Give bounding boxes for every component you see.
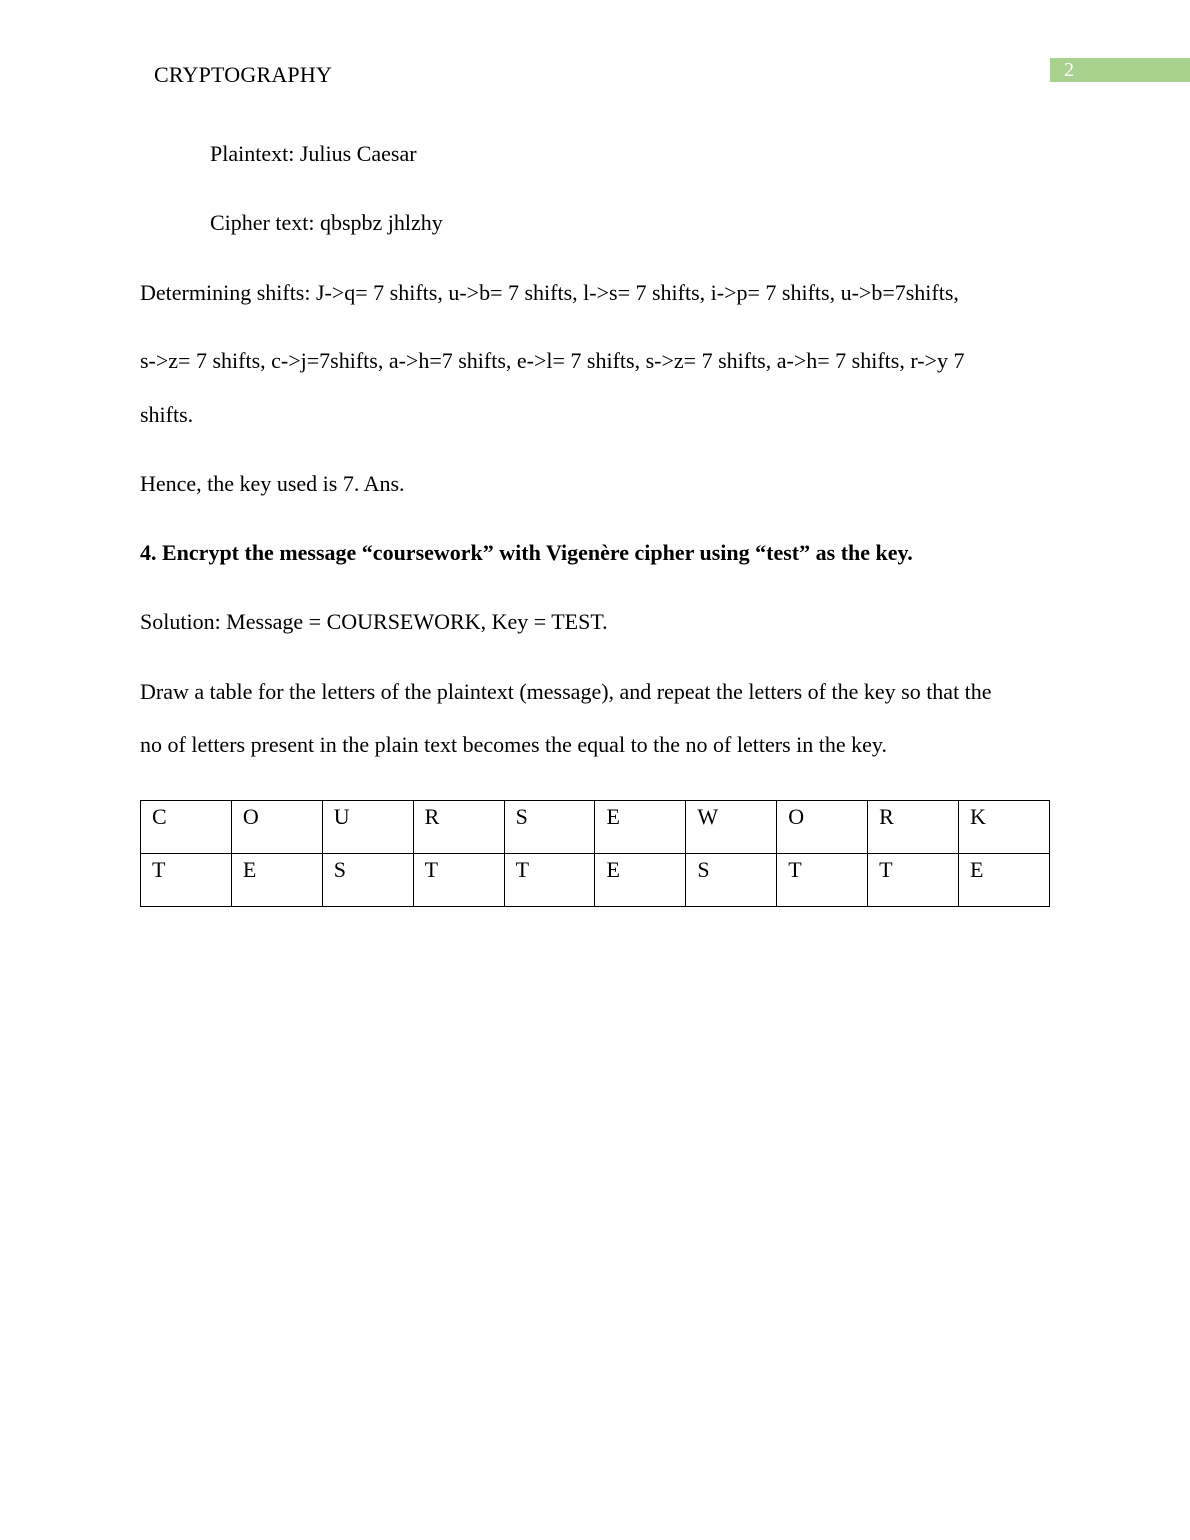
table-cell <box>413 801 504 854</box>
table-cell <box>686 854 777 907</box>
shifts-line-3: shifts. <box>140 402 194 427</box>
ciphertext-line: Cipher text: qbspbz jhlzhy <box>210 210 443 235</box>
plaintext-line: Plaintext: Julius Caesar <box>210 141 417 166</box>
cell-text: E <box>606 804 620 829</box>
question-4-heading: 4. Encrypt the message “coursework” with Vigenère cipher using “test” as the key. <box>140 540 913 565</box>
message-row <box>141 801 1050 854</box>
table-cell <box>322 801 413 854</box>
page-number-band <box>1050 58 1190 82</box>
cell-text: T <box>788 857 802 882</box>
table-cell <box>777 854 868 907</box>
cell-text: T <box>515 857 530 882</box>
table-cell <box>141 801 232 854</box>
table-cell <box>595 801 686 854</box>
table-cell <box>504 801 595 854</box>
cell-text: E <box>606 857 620 882</box>
table-cell <box>231 854 322 907</box>
table-cell <box>504 854 595 907</box>
cell-text: O <box>788 804 805 829</box>
shifts-line-2: s->z= 7 shifts, c->j=7shifts, a->h=7 shifts, e->l= 7 shifts, s->z= 7 shifts, a->h= 7 shifts, r->y 7 <box>140 348 965 373</box>
instruction-line-2: no of letters present in the plain text becomes the equal to the no of letters in the key. <box>140 732 887 757</box>
cell-text: U <box>333 804 350 829</box>
running-head: CRYPTOGRAPHY <box>154 62 333 87</box>
table-cell <box>141 854 232 907</box>
cell-text: R <box>424 804 440 829</box>
table-cell <box>231 801 322 854</box>
cell-text: S <box>333 857 347 882</box>
cell-text: S <box>697 857 710 882</box>
cell-text: T <box>424 857 439 882</box>
table-cell <box>322 854 413 907</box>
key-row <box>141 854 1050 907</box>
cell-text: E <box>242 857 257 882</box>
table-cell <box>595 854 686 907</box>
cell-text: W <box>697 804 719 829</box>
table-cell <box>777 801 868 854</box>
table-cell <box>868 801 959 854</box>
cell-text: T <box>879 857 893 882</box>
cell-text: C <box>152 804 167 829</box>
table-cell <box>959 854 1050 907</box>
conclusion-line: Hence, the key used is 7. Ans. <box>140 471 405 496</box>
table-cell <box>959 801 1050 854</box>
cell-text: S <box>515 804 528 829</box>
table-cell <box>868 854 959 907</box>
solution-line: Solution: Message = COURSEWORK, Key = TEST. <box>140 609 608 634</box>
table-cell <box>686 801 777 854</box>
page-number: 2 <box>1064 59 1074 81</box>
cell-text: O <box>242 804 259 829</box>
table-cell <box>413 854 504 907</box>
cell-text: R <box>879 804 894 829</box>
shifts-line-1: Determining shifts: J->q= 7 shifts, u->b= 7 shifts, l->s= 7 shifts, i->p= 7 shifts, u->b=7shifts, <box>140 280 959 305</box>
cell-text: T <box>152 857 166 882</box>
vigenere-table <box>140 800 1050 907</box>
cell-text: E <box>970 857 984 882</box>
cell-text: K <box>970 804 986 829</box>
instruction-line-1: Draw a table for the letters of the plaintext (message), and repeat the letters of the key so that the <box>140 679 992 704</box>
